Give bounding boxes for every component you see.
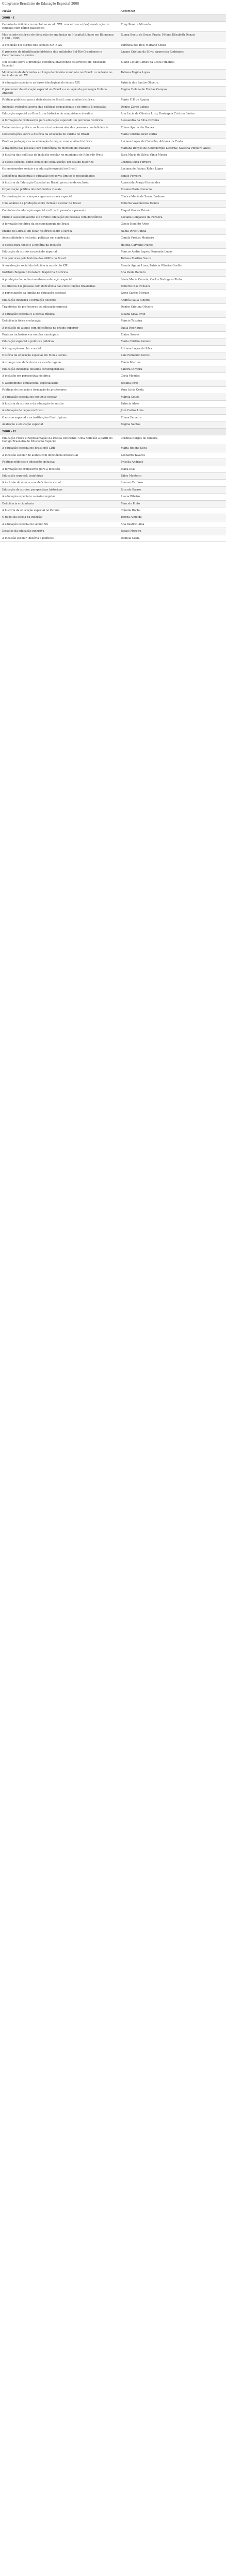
table-row[interactable] bbox=[0, 180, 226, 187]
paper-authors: Ana Beatriz Lima bbox=[121, 522, 144, 526]
paper-title[interactable]: Ensino de Libras: um olhar histórico sobre a surdez bbox=[2, 229, 73, 233]
table-row[interactable] bbox=[0, 145, 226, 152]
table-row[interactable] bbox=[0, 166, 226, 173]
paper-title[interactable]: Acessibilidade e inclusão: políticas em construção bbox=[2, 236, 70, 240]
table-row[interactable] bbox=[0, 480, 226, 486]
paper-title[interactable]: O ensino especial e as instituições filantrópicas bbox=[2, 416, 67, 419]
paper-title[interactable]: A história da surdez e da educação de surdos bbox=[2, 402, 64, 405]
table-row[interactable] bbox=[0, 97, 226, 104]
paper-title[interactable]: A história da educação especial no Paraná bbox=[2, 509, 60, 513]
column-header-authors: Autor(es) bbox=[121, 10, 135, 13]
table-row[interactable] bbox=[0, 194, 226, 200]
table-row[interactable] bbox=[0, 269, 226, 276]
table-row[interactable] bbox=[0, 380, 226, 387]
paper-title[interactable]: Deficiência e cidadania bbox=[2, 502, 34, 505]
paper-authors: Vera Lúcia Costa bbox=[121, 388, 144, 392]
paper-authors: Rafael Moreira bbox=[121, 530, 141, 533]
paper-title[interactable]: A escola para todos e a história da inclusão bbox=[2, 243, 61, 247]
table-row[interactable] bbox=[0, 263, 226, 269]
paper-title[interactable]: O processo de identificação histórica das entidades Sul-Rio-Grandenses e Catarinenses de ensino bbox=[2, 50, 102, 57]
paper-authors: Renata Aguiar Lima; Patrícia Oliveira Coelho bbox=[121, 264, 182, 267]
paper-title[interactable]: Organização política dos deficientes visuais bbox=[2, 188, 61, 192]
paper-title[interactable]: Inclusão: reflexões acerca das políticas educacionais e do direito à educação bbox=[2, 105, 107, 109]
paper-authors: Eliana Ferreira bbox=[121, 416, 141, 419]
paper-authors: Roberto Dias Fonseca bbox=[121, 285, 151, 289]
table-row[interactable] bbox=[0, 283, 226, 290]
table-row[interactable] bbox=[0, 421, 226, 428]
paper-title[interactable]: Uma análise da produção sobre inclusão escolar no Brasil bbox=[2, 202, 81, 206]
paper-title[interactable]: Caminhos da educação especial no Brasil: passado e presente bbox=[2, 209, 87, 212]
paper-authors: Sandra Oliveira bbox=[121, 367, 142, 371]
table-row[interactable] bbox=[0, 494, 226, 500]
paper-authors: Maria Cristina Gomes bbox=[121, 340, 151, 344]
table-row[interactable] bbox=[0, 173, 226, 180]
paper-title[interactable]: Desafios da educação inclusiva bbox=[2, 530, 44, 533]
paper-authors: Gisele Hipólito Alves bbox=[121, 223, 149, 226]
table-row[interactable] bbox=[0, 401, 226, 408]
table-row[interactable] bbox=[0, 535, 226, 542]
table-row[interactable] bbox=[0, 445, 226, 452]
table-row[interactable] bbox=[0, 256, 226, 262]
table-row[interactable] bbox=[0, 415, 226, 421]
paper-authors: Nádia Pires Cunha bbox=[121, 229, 147, 233]
paper-title[interactable]: Práticas inclusivas em escolas municipais bbox=[2, 333, 59, 336]
paper-title[interactable]: A participação da família na educação especial bbox=[2, 292, 66, 295]
table-row[interactable] bbox=[0, 159, 226, 166]
table-row[interactable] bbox=[0, 235, 226, 242]
table-row[interactable] bbox=[0, 311, 226, 318]
table-row[interactable] bbox=[0, 452, 226, 459]
table-row[interactable] bbox=[0, 208, 226, 214]
table-row[interactable] bbox=[0, 473, 226, 480]
paper-title[interactable]: O papel da escola na inclusão bbox=[2, 516, 43, 519]
table-row[interactable] bbox=[0, 214, 226, 221]
paper-authors: Ricardo Barros bbox=[121, 488, 141, 492]
paper-authors: Tatiana Regina Lopes bbox=[121, 71, 150, 75]
paper-authors: Mario F. P. de Aguiar bbox=[121, 98, 149, 102]
table-row[interactable] bbox=[0, 200, 226, 207]
paper-title[interactable]: Movimento de deficientes ao longo da história mundial e no Brasil: o contexto no início do século XX bbox=[2, 71, 112, 78]
paper-authors: Verônica dos Reis Mariano Souza bbox=[121, 44, 166, 47]
paper-title[interactable]: A educação especial e a escola pública bbox=[2, 312, 55, 316]
paper-title[interactable]: Avaliação e educação especial bbox=[2, 423, 43, 427]
paper-title[interactable]: A escola especial como espaço de socialização: um estudo histórico bbox=[2, 160, 94, 164]
paper-title[interactable]: Cenário da deficiência mental no século XXI: conceitos e a (des) construção do conceito com déficit patológico bbox=[2, 23, 109, 30]
column-header-title: Título bbox=[2, 10, 11, 13]
table-row[interactable] bbox=[0, 435, 226, 446]
table-row[interactable] bbox=[0, 346, 226, 352]
paper-title[interactable]: Educação especial no Brasil: um histórico de conquistas e desafios bbox=[2, 112, 93, 115]
paper-authors: Ivone Santos Moraes bbox=[121, 292, 150, 295]
paper-authors: Eliane Aparecida Gomes bbox=[121, 126, 154, 129]
table-row[interactable] bbox=[0, 80, 226, 87]
table-row[interactable] bbox=[0, 277, 226, 283]
table-row[interactable] bbox=[0, 131, 226, 138]
table-row[interactable] bbox=[0, 528, 226, 535]
paper-title[interactable]: Entre teoria e prática: as leis e a inclusão escolar das pessoas com deficiência bbox=[2, 126, 109, 129]
paper-title[interactable]: A formação de professores para educação especial: um percurso histórico bbox=[2, 119, 103, 123]
paper-title[interactable]: A integração escolar e social bbox=[2, 347, 41, 350]
paper-authors: Paula Rodrigues bbox=[121, 326, 143, 330]
paper-title[interactable]: Práticas pedagógicas na educação de cegos: uma análise histórica bbox=[2, 140, 92, 143]
paper-title[interactable]: Políticas públicas para a deficiência no Brasil: uma análise histórica bbox=[2, 98, 95, 102]
paper-authors: Denise Zardo Lobato bbox=[121, 105, 150, 109]
paper-title[interactable]: Um percurso pela história das APAEs no Brasil bbox=[2, 257, 66, 261]
table-row[interactable] bbox=[0, 394, 226, 401]
table-row[interactable] bbox=[0, 290, 226, 297]
paper-authors: Elaine Soares bbox=[121, 333, 140, 336]
paper-title[interactable]: A formação histórica da psicopedagogia no Brasil bbox=[2, 223, 70, 226]
paper-title[interactable]: Um estudo sobre a produção científica envolvendo os serviços em Educação Especial bbox=[2, 61, 106, 67]
paper-title[interactable]: Trajetórias de professores de educação especial bbox=[2, 306, 68, 309]
section-header: 2008 - I bbox=[0, 15, 226, 22]
paper-title[interactable]: A história da Educação Especial no Brasil: percurso de exclusão bbox=[2, 181, 89, 184]
paper-authors: Jamile Ferreira bbox=[121, 174, 141, 178]
paper-authors: Luciana Lopes de Carvalho; Adriana da Costa bbox=[121, 140, 183, 143]
paper-title[interactable]: A história das políticas de inclusão escolar no município de Ribeirão Preto bbox=[2, 154, 103, 157]
paper-title[interactable]: A formação de professores para a inclusão bbox=[2, 467, 60, 471]
paper-authors: Maria Cristina Kraft Dutra bbox=[121, 133, 157, 137]
paper-authors: Márcia Souza bbox=[121, 395, 140, 399]
table-row[interactable] bbox=[0, 187, 226, 193]
paper-authors: Rosa Maria da Silva; Vânia Moura bbox=[121, 154, 167, 157]
table-row[interactable] bbox=[0, 373, 226, 380]
paper-authors: Marcelo Pinto bbox=[121, 502, 140, 505]
paper-authors: Cristina Borges de Oliveira bbox=[121, 436, 158, 440]
paper-authors: Priscila Andrade bbox=[121, 461, 143, 464]
paper-authors: Rosana Maria Navarro bbox=[121, 188, 152, 192]
table-row[interactable] bbox=[0, 459, 226, 466]
paper-authors: Simone Cardoso bbox=[121, 481, 143, 485]
paper-title[interactable]: A educação especial no contexto escolar bbox=[2, 395, 57, 399]
paper-title[interactable]: A inclusão escolar de alunos com deficiência intelectual bbox=[2, 453, 78, 457]
paper-authors: Eliane Leitão Gomes da Costa Pimentel bbox=[121, 61, 174, 64]
table-row[interactable] bbox=[0, 59, 226, 70]
paper-authors: Carla Mendes bbox=[121, 375, 140, 378]
table-row[interactable] bbox=[0, 139, 226, 145]
table-row[interactable] bbox=[0, 366, 226, 373]
table-row[interactable] bbox=[0, 408, 226, 414]
paper-title[interactable]: Considerações sobre a história da educação de surdos no Brasil bbox=[2, 133, 89, 137]
paper-title[interactable]: Políticas públicas e educação inclusiva bbox=[2, 461, 55, 464]
paper-title[interactable]: A inclusão em perspectiva histórica bbox=[2, 375, 51, 378]
paper-title[interactable]: Educação inclusiva e formação docente bbox=[2, 298, 56, 302]
paper-authors: Ruana Bento de Souza Prado; Fátima Elisabeth Denari bbox=[121, 33, 195, 37]
paper-authors: Luciana de Pádua; Kelen Lopes bbox=[121, 167, 164, 171]
paper-authors: Tereza Almeida bbox=[121, 516, 142, 519]
paper-title[interactable]: A educação especial e as bases ideológicas do século XIX bbox=[2, 81, 80, 84]
paper-title[interactable]: História da educação especial em Minas Gerais bbox=[2, 354, 67, 358]
paper-authors: Patrícia Alves bbox=[121, 402, 139, 405]
paper-title[interactable]: A trajetória das pessoas com deficiência no mercado de trabalho bbox=[2, 146, 90, 150]
paper-title[interactable]: Entre o assistencialismo e o direito: educação de pessoas com deficiência bbox=[2, 216, 102, 219]
paper-title[interactable]: A inclusão de alunos com deficiência visual bbox=[2, 481, 61, 485]
paper-authors: Adriana Lopes da Silva bbox=[121, 347, 152, 350]
paper-authors: Márcio Teixeira bbox=[121, 319, 142, 323]
paper-title[interactable]: Deficiência intelectual e educação inclusiva: limites e possibilidades bbox=[2, 174, 95, 178]
paper-title[interactable]: Políticas de inclusão e formação de professores bbox=[2, 388, 67, 392]
paper-title[interactable]: Mas estudo histórico de discussão de anuências no Hospital Juliano em Blumenau (1978 - 1980) bbox=[2, 33, 114, 40]
results-table bbox=[0, 15, 226, 542]
paper-authors: Fábio Monteiro bbox=[121, 474, 142, 478]
table-row[interactable] bbox=[0, 297, 226, 304]
table-row[interactable] bbox=[0, 304, 226, 311]
paper-authors: Clarice Maria de Souza Barbosa bbox=[121, 195, 165, 198]
table-row[interactable] bbox=[0, 49, 226, 59]
table-row[interactable] bbox=[0, 325, 226, 332]
paper-authors: Daniela Costa bbox=[121, 536, 140, 540]
paper-authors: Sônia Maria Correia; Carlos Rodrigues Pinto bbox=[121, 278, 182, 281]
paper-authors: Eliny Pereira Miranda bbox=[121, 23, 151, 27]
paper-title[interactable]: O precursor da educação especial no Brasil e a atuação da psicologia Helena Antipoff bbox=[2, 88, 107, 95]
paper-title[interactable]: Escolarização de crianças cegas em escola especial bbox=[2, 195, 72, 198]
paper-title[interactable]: A produção do conhecimento em educação especial bbox=[2, 278, 72, 281]
paper-authors: Juliana Silva Brito bbox=[121, 312, 146, 316]
paper-authors: Ana Lucia de Oliveira Lirio; Rosângela Cristina Bastos bbox=[121, 112, 195, 115]
paper-title[interactable]: Educação de surdos: perspectivas históricas bbox=[2, 488, 62, 492]
table-row[interactable] bbox=[0, 360, 226, 366]
paper-title[interactable]: Os direitos das pessoas com deficiência nas constituições brasileiras bbox=[2, 285, 95, 289]
paper-authors: Patrícia dos Santos Oliveira bbox=[121, 81, 158, 84]
paper-authors: Lazara Cristina da Silva; Aparecida Rodrigues bbox=[121, 50, 184, 54]
paper-authors: José Carlos Lima bbox=[121, 409, 144, 413]
table-row[interactable] bbox=[0, 228, 226, 235]
table-row[interactable] bbox=[0, 352, 226, 359]
page-title: Congresso Brasileiro de Educação Especial 2008 bbox=[0, 0, 226, 8]
table-row[interactable] bbox=[0, 22, 226, 32]
table-row[interactable] bbox=[0, 338, 226, 345]
table-row[interactable] bbox=[0, 332, 226, 338]
paper-title[interactable]: A educação especial no século XX bbox=[2, 522, 48, 526]
table-row[interactable] bbox=[0, 466, 226, 473]
paper-authors: Helena Carvalho Nunes bbox=[121, 243, 153, 247]
table-row[interactable] bbox=[0, 117, 226, 124]
table-header bbox=[0, 8, 226, 15]
paper-title[interactable]: A criança com deficiência na escola regular bbox=[2, 361, 61, 364]
paper-title[interactable]: A inclusão escolar: história e políticas bbox=[2, 536, 54, 540]
paper-authors: Cristina Silva Ferreira bbox=[121, 160, 151, 164]
table-row[interactable] bbox=[0, 70, 226, 80]
paper-title[interactable]: O atendimento educacional especializado bbox=[2, 381, 59, 385]
table-row[interactable] bbox=[0, 318, 226, 325]
paper-authors: Ana Paula Barreto bbox=[121, 271, 146, 275]
table-row[interactable] bbox=[0, 32, 226, 42]
paper-authors: Regina Santos bbox=[121, 423, 140, 427]
paper-authors: Luiz Fernando Neves bbox=[121, 354, 150, 358]
paper-title[interactable]: A inclusão de alunos com deficiência no ensino superior bbox=[2, 326, 78, 330]
table-row[interactable] bbox=[0, 521, 226, 528]
paper-title[interactable]: A educação de cegos no Brasil bbox=[2, 409, 44, 413]
paper-authors: Roberta Vasconcelos Ramos bbox=[121, 202, 159, 206]
paper-title[interactable]: A educação especial e o ensino regular bbox=[2, 495, 55, 499]
paper-authors: Joana Dias bbox=[121, 467, 135, 471]
table-row[interactable] bbox=[0, 249, 226, 256]
table-row[interactable] bbox=[0, 242, 226, 249]
paper-title[interactable]: Educação especial e políticas públicas bbox=[2, 340, 54, 344]
paper-authors: Luciana Gonçalves da Fonseca bbox=[121, 216, 163, 219]
paper-authors: Rosana Pires bbox=[121, 381, 139, 385]
paper-authors: Tatiana Martins Souza bbox=[121, 257, 152, 261]
paper-title[interactable]: Educação de surdos no período imperial bbox=[2, 250, 57, 254]
paper-authors: Cláudia Rocha bbox=[121, 509, 141, 513]
paper-authors: Luana Ribeiro bbox=[121, 495, 140, 499]
table-row[interactable] bbox=[0, 87, 226, 97]
table-row[interactable] bbox=[0, 125, 226, 131]
paper-authors: Aparecida Araújo Hernandes bbox=[121, 181, 160, 184]
paper-authors: Maria Helena Silva bbox=[121, 447, 147, 450]
paper-title[interactable]: Educação Física e Representação da Pessoa Deficiente: Uma Reflexão a partir do Código Brasileiro de Educação Especial bbox=[2, 436, 113, 443]
paper-authors: Flávia Martins bbox=[121, 361, 141, 364]
table-row[interactable] bbox=[0, 152, 226, 159]
paper-authors: Camila Freitas Monteiro bbox=[121, 236, 154, 240]
paper-title[interactable]: A construção social da deficiência no século XIX bbox=[2, 264, 68, 267]
paper-title[interactable]: Deficiência física e educação bbox=[2, 319, 42, 323]
paper-title[interactable]: Os movimentos sociais e a educação especial no Brasil bbox=[2, 167, 76, 171]
table-row[interactable] bbox=[0, 387, 226, 394]
paper-authors: Mariana Borges de Albuquerque Lacerda; Natasha Pinheiro Alves bbox=[121, 146, 211, 150]
table-row[interactable] bbox=[0, 507, 226, 514]
paper-authors: Regina Helena de Freitas Campos bbox=[121, 88, 167, 92]
paper-title[interactable]: A evolução dos surdos nos séculos XIX E XX bbox=[2, 44, 62, 47]
paper-title[interactable]: Educação inclusiva: desafios contemporâneos bbox=[2, 367, 64, 371]
paper-authors: Denise Cristina Oliveira bbox=[121, 306, 154, 309]
paper-title[interactable]: Educação especial: trajetórias bbox=[2, 474, 43, 478]
table-row[interactable] bbox=[0, 487, 226, 494]
paper-authors: Alessandra da Silva Oliveira bbox=[121, 119, 159, 123]
paper-title[interactable]: A educação especial no Brasil pós LDB bbox=[2, 447, 55, 450]
paper-authors: Andréa Paula Ribeiro bbox=[121, 298, 150, 302]
section-header: 2008 - II bbox=[0, 429, 226, 435]
paper-authors: Raquel Gomes Peixoto bbox=[121, 209, 151, 212]
table-row[interactable] bbox=[0, 221, 226, 228]
table-row[interactable] bbox=[0, 104, 226, 111]
table-row[interactable] bbox=[0, 42, 226, 49]
table-row[interactable] bbox=[0, 501, 226, 507]
paper-authors: Leonardo Tavares bbox=[121, 453, 146, 457]
paper-authors: Marcos André Lopes; Fernanda Lucas bbox=[121, 250, 172, 254]
table-row[interactable] bbox=[0, 111, 226, 117]
table-row[interactable] bbox=[0, 514, 226, 521]
paper-title[interactable]: Instituto Benjamin Constant: trajetória histórica bbox=[2, 271, 68, 275]
